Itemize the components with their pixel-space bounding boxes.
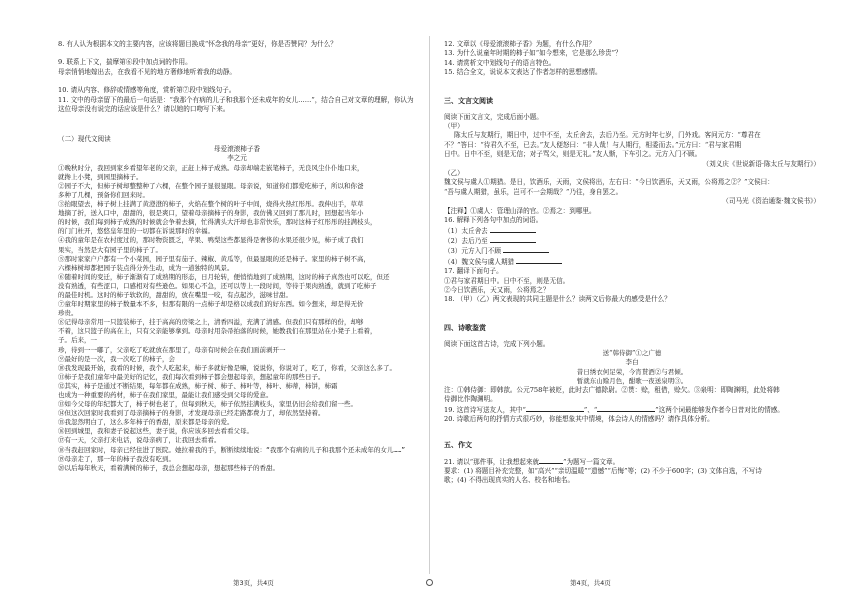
part-a-line: 不？”答曰：“待君久不至，已去。”友人便怒曰：“非人哉！与人期行，相委而去。”元方曰：“君与家君期 bbox=[444, 140, 742, 149]
article-line: ⑩我发现最开始，我看的时候，我个人吃起来，柿子多就好像是嘛，说说你，你说对了，吃了，你看，父亲这么多了。 bbox=[58, 363, 396, 372]
article-line: ⑲母亲走了，那一年的柿子我没有吃到。 bbox=[58, 454, 175, 463]
page-number-left: 第3页，共4页 bbox=[233, 579, 274, 587]
section-heading-poetry: 四、诗歌鉴赏 bbox=[444, 322, 486, 332]
article-line: 六棵柿树却都把园子装点得分外生动，成为一道独特的风景。 bbox=[58, 263, 234, 272]
question-17: 17. 翻译下面句子。 bbox=[444, 267, 503, 276]
page-divider-circle bbox=[426, 579, 433, 586]
article-body bbox=[58, 164, 416, 473]
section-intro: 阅读下面文言文，完成后面小题。 bbox=[444, 112, 543, 121]
part-a-line: 日中。日中不至，则是无信；对子骂父，则是无礼。”友人惭，下车引之。元方入门不顾。 bbox=[444, 150, 702, 159]
article-line: ⑤那时家家户户都有一个小菜园，园子里有茄子、辣椒、黄瓜等，但最显眼的还是柿子。家里的柿子树不高， bbox=[58, 254, 370, 263]
answer-blank[interactable] bbox=[516, 257, 562, 264]
question-13: 13. 为什么说童年时期的柿子如“如今想来，它是那么珍贵”？ bbox=[444, 49, 622, 58]
q16-item-number: （3） bbox=[444, 247, 462, 256]
poem-line: 暂就东山赊月色，酣歌一夜送泉明③。 bbox=[576, 376, 688, 385]
part-b-label: （乙） bbox=[444, 169, 464, 178]
q16-item bbox=[444, 236, 820, 246]
poem bbox=[444, 349, 820, 386]
article-line: ③抬眼望去，柿子树上挂满了黄澄澄的柿子，火焰在整个树的叶子中间，烧得火热红彤彤。我伸出手，草草 bbox=[58, 200, 364, 209]
part-b-line: “吾与虞人期猎，虽乐，岂可不一会期哉？”乃往，身自罢之。 bbox=[444, 187, 623, 196]
poem-title: 送“韩侍御”①之广德 bbox=[602, 349, 662, 358]
article-line: 不着，这只篮子的高在上，只有父亲能够拿到。母亲时用杂帚拍落的时候，她教我们在那里站在小凳子上看着， bbox=[58, 327, 377, 336]
article-title: 母爱滚滚柿子香 bbox=[213, 144, 261, 153]
section-intro: 阅读下面这首古诗，完成下列小题。 bbox=[444, 339, 550, 348]
poem-author: 李白 bbox=[625, 358, 639, 367]
article-line: 的时候，我们每到柿子成熟的时候就会争着去摘，忙得满头大汗却也非常快乐，那时这柿子红彤彤的挂满枝头， bbox=[58, 218, 377, 227]
article-line: ⑦童年时期家里的柿子数量本不多，但那有限的一点柿子却是格以成我们的好东西。如今想来，却是得无价 bbox=[58, 300, 364, 309]
q21-requirements: 要求：(1) 将题目补充完整，如“高兴”“亲切温暖”“遗憾”“后悔”等；(2) 不少于600字；(3) 文体自选，不写诗 bbox=[444, 467, 762, 475]
answer-blank[interactable] bbox=[490, 236, 536, 243]
question-19 bbox=[444, 405, 820, 415]
answer-blank[interactable] bbox=[597, 405, 655, 412]
part-a-label: （甲） bbox=[444, 122, 464, 131]
q19-text: 19. 这首诗写送友人，其中“ bbox=[444, 405, 526, 414]
article-line: 就搀上小凳，到园里摘柿子。 bbox=[58, 172, 143, 181]
part-b-source: （司马光《资治通鉴·魏文侯书》） bbox=[722, 197, 820, 206]
question-15: 15. 结合全文，说说本文表达了作者怎样的思想感情。 bbox=[444, 68, 602, 77]
q16-item-text: 太丘舍去 bbox=[461, 226, 488, 235]
article-line: 的门门杜开，悠悠皇年里的一切都在诉说那时的幸福。 bbox=[58, 227, 214, 236]
q19-text: ”这两个词最能够发作者今日昔对比的情感。 bbox=[655, 405, 784, 414]
question-16: 16. 解释下列各句中加点的词语。 bbox=[444, 216, 543, 225]
question-11: 11. 文中的母亲留下的最后一句话是：“我那个有病的儿子和我那个还未成年的女儿……”，结合自己对文章的理解，你认为这位母亲没有说完的话应该是什么？请以她的口吻写下来。 bbox=[58, 95, 414, 114]
article-line: ②园子不大，但柿子树却整整种了六棵，在整个园子显很显眼。母亲说，知道你们都爱吃柿子，所以和你爸 bbox=[58, 181, 364, 190]
question-20: 20. 诗歌后两句的抒情方式很巧妙，你能想象其中情境，体会诗人的情感吗？请作具体分析。 bbox=[444, 415, 714, 424]
q16-item-number: （4） bbox=[444, 257, 462, 266]
part-b-line: 魏文侯与虞人①期猎。是日，饮酒乐，天雨，文侯将出，左右曰：“今日饮酒乐，天又雨，公将焉之②？”文侯曰： bbox=[444, 178, 774, 187]
question-9-sentence: 母亲悄悄地嫁出去，在我看不见的地方奢修地听着我的动静。 bbox=[58, 67, 237, 76]
article-line: 果实，当然是大有园子里的柿子了。 bbox=[58, 245, 162, 254]
question-14: 14. 请赏析文中划线句子的语言特色。 bbox=[444, 58, 556, 67]
poem-note: 侍御比作陶渊明。 bbox=[444, 395, 497, 404]
article-line: 没有熟透，有些涩口，口感相对有些逊色。如果心不急，还可以等上一段时间，等待于果肉熟透，就到了吃柿子 bbox=[58, 281, 377, 290]
annotation-note: 【注释】①虞人：管理山泽的官。②焉之：到哪里。 bbox=[444, 206, 596, 215]
right-page bbox=[430, 0, 860, 608]
q16-item bbox=[444, 226, 820, 236]
article-line: ⑯回到城里，我和妻子说起这些，妻子说，你应该多回去看看父母。 bbox=[58, 427, 253, 436]
answer-blank[interactable] bbox=[503, 246, 549, 253]
q16-item-number: （1） bbox=[444, 226, 462, 235]
question-9: 9. 联系上下文，揣摩第⑥段中加点词的作用。 bbox=[58, 58, 192, 67]
part-a-line: 陈太丘与友期行，期日中，过中不至，太丘舍去，去后乃至。元方时年七岁，门外戏。客问元方：“尊君在 bbox=[454, 131, 761, 140]
article-line: ④我的童年是在农村度过的，那时物资匮乏，苹果、鸭梨这些都显得是奢侈的水果还很少见，柿子成了我们 bbox=[58, 236, 364, 245]
section-heading-modern-reading: （二）现代文阅读 bbox=[58, 135, 111, 144]
article-line: 珍贵。 bbox=[58, 309, 78, 318]
q16-item bbox=[444, 246, 820, 256]
article-line: ⑥随着时间的变迁，柿子渐渐有了成熟期的形态，日月轮转，便悄悄地到了成熟期，这时的柿子真然也可以吃，但还 bbox=[58, 272, 390, 281]
q16-item-text: 元方入门不顾 bbox=[461, 247, 501, 256]
article-line: ⑳以后每年秋天，看着满树的柿子，我总会想起母亲，想起那些柿子的香甜。 bbox=[58, 463, 279, 472]
q16-item-text: 魏文侯与虞人期猎 bbox=[461, 257, 515, 266]
q21-text: ”为题写一篇文章。 bbox=[563, 457, 620, 466]
q21-text: 21. 请以“那件事，让我想起来就 bbox=[444, 457, 540, 466]
answer-blank[interactable] bbox=[490, 226, 536, 233]
article-line: 也成为一种重要的药材，柿子在我们家里，最能让我们感受到父母的爱意。 bbox=[58, 391, 273, 399]
page-number-right: 第4页，共4页 bbox=[570, 579, 611, 587]
section-heading-composition: 五、作文 bbox=[444, 439, 472, 449]
answer-blank[interactable] bbox=[539, 457, 563, 464]
article-line: ⑰有一天，父亲打来电话，说母亲病了，让我回去看看。 bbox=[58, 436, 221, 445]
article-line: ⑱当我赶回家时，母亲已经住进了医院。她拉着我的手，断断续续地说：“我那个有病的儿子和我那个还未成年的女儿……” bbox=[58, 445, 406, 454]
article-line: 多种了几棵，预备你们回来时。 bbox=[58, 190, 149, 199]
question-10: 10. 请从内容、修辞或情感等角度，赏析第⑦段中划线句子。 bbox=[58, 86, 236, 95]
q17-item: ②今日饮酒乐，天又雨，公将焉之？ bbox=[444, 285, 550, 294]
article-line: ⑭但这次回家时我看到了母亲摘柿子的身影，才发现母亲已经走路都费力了，却依然坚持着。 bbox=[58, 409, 325, 418]
article-line: 子。后来，一 bbox=[58, 336, 97, 345]
article-line: ⑫其实，柿子是通过不断结果，每年都在成熟，柿子树、柿子、柿叶等，柿叶、柿蒂，柿饼，柿霜 bbox=[58, 381, 338, 390]
question-18: 18. （甲）（乙）两文表现的共同主题是什么？读两文后你最大的感受是什么？ bbox=[444, 295, 671, 304]
q17-item: ①君与家君期日中。日中不至，则是无信。 bbox=[444, 276, 570, 285]
q16-item-text: 去后乃至 bbox=[461, 236, 488, 245]
answer-blank[interactable] bbox=[526, 405, 584, 412]
article-line: ⑪柿子是我们童年中最美好的记忆，我们每次看到柿子都会想起母亲，想起童年的那些日子。 bbox=[58, 372, 325, 381]
question-12: 12. 文章以《母爱滚滚柿子香》为题，有什么作用？ bbox=[444, 40, 596, 48]
part-a-source: （刘义庆《世说新语·陈太丘与友期行》） bbox=[702, 159, 820, 168]
poem-line: 昔日绣衣何足荣，今宵贳酒②与君倾。 bbox=[576, 367, 688, 376]
article-line: ⑬如今父母的年纪都大了，柿子树也老了，但每到秋天，柿子依然挂满枝头，家里仍旧会给我们留一些。 bbox=[58, 400, 357, 409]
section-heading-classical-chinese: 三、文言文阅读 bbox=[444, 95, 493, 105]
q19-text: ”、“ bbox=[583, 405, 598, 414]
article-line: ⑨最好的是一次，我一次吃了的柿子，会 bbox=[58, 354, 175, 363]
q16-item-number: （2） bbox=[444, 236, 462, 245]
article-line: ⑮我忽然明白了，这么多年柿子的香甜，原来都是母亲的爱。 bbox=[58, 418, 234, 427]
poem-note: 注：①韩侍御：即韩歆。公元758年被贬，此时去广德除尉。②贳：赊，租借，赊欠。③泉明：即陶渊明，此处将韩 bbox=[444, 385, 780, 394]
article-line: 的最佳时机。这时的柿子软软的，甜甜的，放在嘴里一咬，有点起沙，滋味甘甜。 bbox=[58, 290, 292, 299]
article-line: 地摘了折，送入口中，甜甜的，很是爽口，望着母亲摘柿子的身影，我仿佛又回到了那儿时，回想起当年小 bbox=[58, 209, 364, 218]
question-8: 8. 有人认为根据本文的主要内容，应该将题目换成“怀念我的母亲”更好，你是否赞同？为什么？ bbox=[58, 40, 337, 48]
article-line: 珍，待到一一嘟了，父亲吃了吃就放在那里了，母亲有时候会在我们面前剥开一 bbox=[58, 345, 286, 354]
q21-requirements: 歌；(4) 不得出现真实的人名、校名和地名。 bbox=[444, 476, 575, 485]
article-line: ①晚秋时分，我回到家乡看望年老的父亲，正赶上柿子成熟。母亲却端走嵌笔柿子，无良风尘仆仆地口来， bbox=[58, 163, 364, 172]
q16-item bbox=[444, 257, 820, 267]
article-line: ⑧记得母亲常用一只篮装柿子，挂于高高的房梁之上，清香四溢，充满了清感。但我们只有那样的份，却够 bbox=[58, 318, 364, 327]
article-author: 李之元 bbox=[227, 154, 247, 163]
question-21 bbox=[444, 457, 820, 467]
